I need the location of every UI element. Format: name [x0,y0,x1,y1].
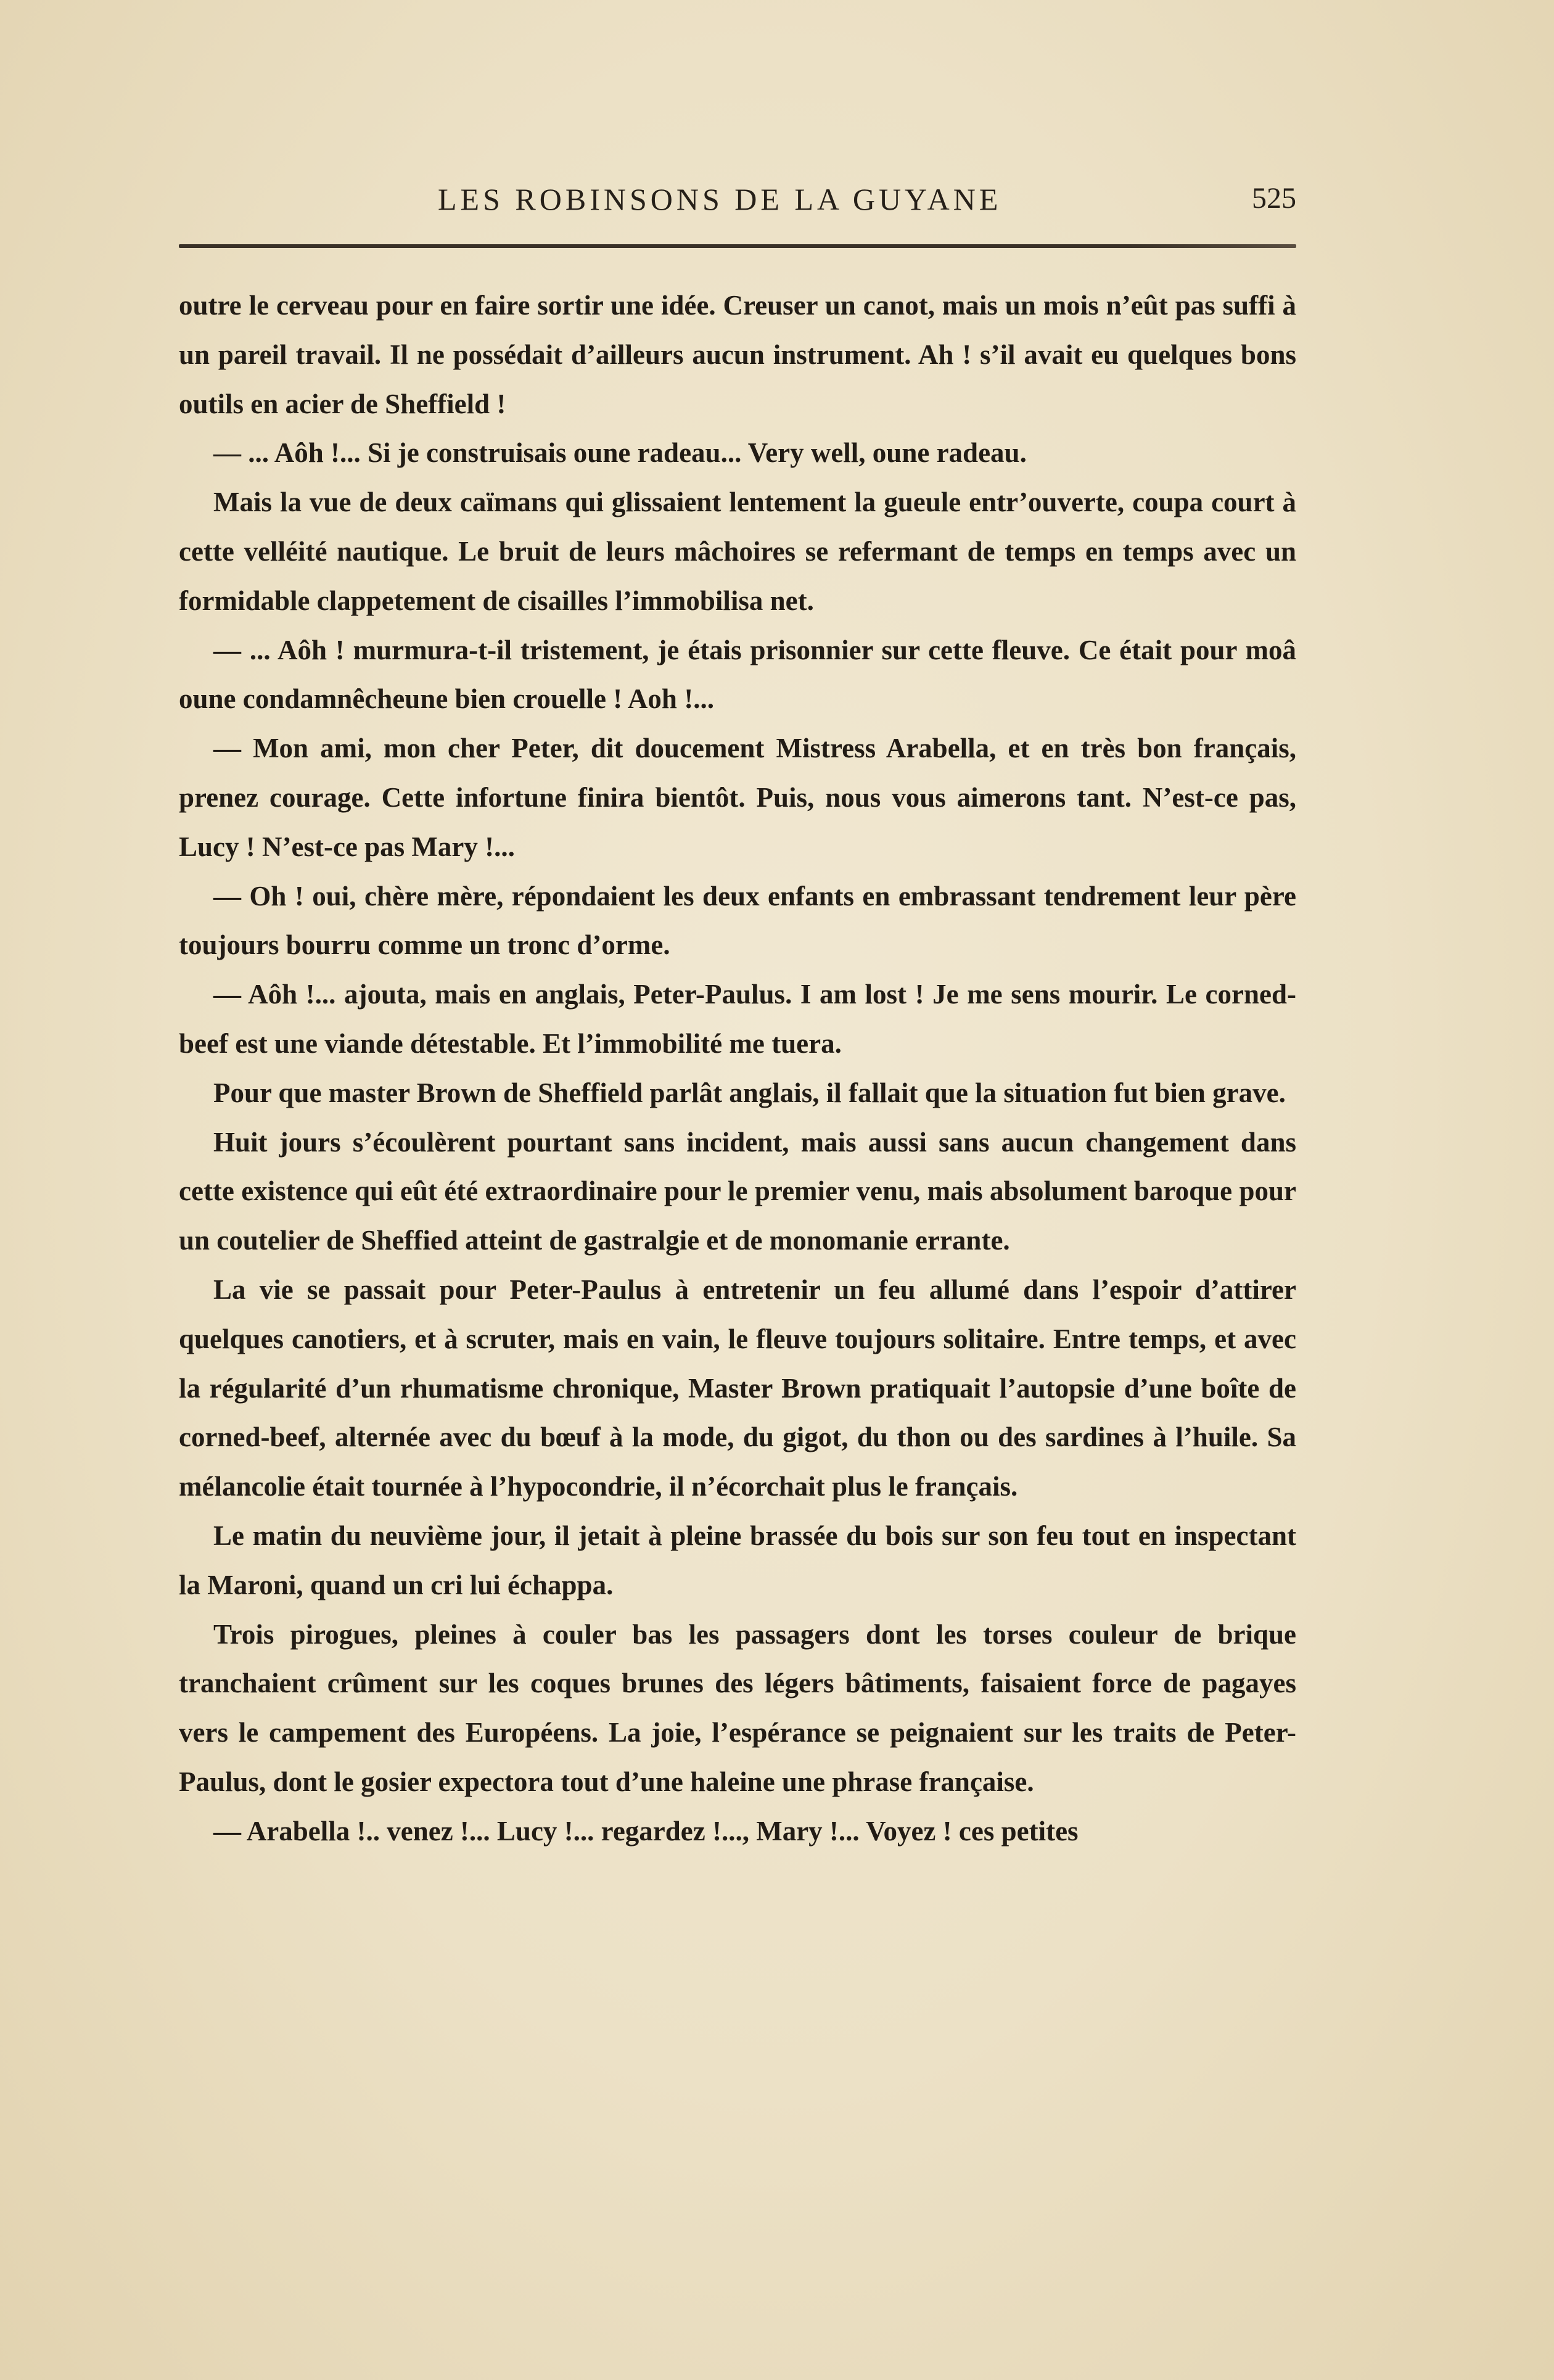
paragraph: — Aôh !... ajouta, mais en anglais, Peter-Paulus. I am lost ! Je me sens mourir. Le corned-beef est une viande détestable. Et l’immobilité me tuera. [179,979,1296,1059]
paragraph: outre le cerveau pour en faire sortir une idée. Creuser un canot, mais un mois n’eût pas suffi à un pareil travail. Il ne possédait d’ailleurs aucun instrument. Ah ! s’il avait eu quelques bons outils en acier de Sheffield ! [179,290,1296,419]
header-rule [179,244,1296,248]
paragraph: Huit jours s’écoulèrent pourtant sans incident, mais aussi sans aucun changement dans cette existence qui eût été extraordinaire pour le premier venu, mais absolument baroque pour un coutelier de Sheffied atteint de gastralgie et de monomanie errante. [179,1126,1296,1256]
paragraph: — Oh ! oui, chère mère, répondaient les deux enfants en embrassant tendrement leur père toujours bourru comme un tronc d’orme. [179,880,1296,961]
paragraph: — ... Aôh !... Si je construisais oune radeau... Very well, oune radeau. [213,437,1027,469]
paragraph: — Mon ami, mon cher Peter, dit doucement Mistress Arabella, et en très bon français, prenez courage. Cette infortune finira bientôt. Puis, nous vous aimerons tant. N’est-ce pas, Lucy ! N’est-ce pas Mary !... [179,733,1296,862]
page-header [179,179,1296,228]
paragraph: Trois pirogues, pleines à couler bas les passagers dont les torses couleur de brique tranchaient crûment sur les coques brunes des légers bâtiments, faisaient force de pagayes vers le campement des Européens. La joie, l’espérance se peignaient sur les traits de Peter-Paulus, dont le gosier expectora tout d’une haleine une phrase française. [179,1618,1296,1797]
running-title: LES ROBINSONS DE LA GUYANE [438,182,1002,216]
paragraph: Le matin du neuvième jour, il jetait à pleine brassée du bois sur son feu tout en inspectant la Maroni, quand un cri lui échappa. [179,1520,1296,1600]
page-number: 525 [1252,182,1296,215]
paragraph: — Arabella !.. venez !... Lucy !... regardez !..., Mary !... Voyez ! ces petites [213,1815,1079,1847]
paragraph: Pour que master Brown de Sheffield parlât anglais, il fallait que la situation fut bien grave. [213,1077,1286,1108]
paragraph: Mais la vue de deux caïmans qui glissaient lentement la gueule entr’ouverte, coupa court à cette velléité nautique. Le bruit de leurs mâchoires se refermant de temps en temps avec un formidable clappetement de cisailles l’immobilisa net. [179,487,1296,616]
body-text [179,281,1296,1856]
paragraph: — ... Aôh ! murmura-t-il tristement, je étais prisonnier sur cette fleuve. Ce était pour moâ oune condamnêcheune bien crouelle ! Aoh !... [179,634,1296,715]
paragraph: La vie se passait pour Peter-Paulus à entretenir un feu allumé dans l’espoir d’attirer quelques canotiers, et à scruter, mais en vain, le fleuve toujours solitaire. Entre temps, et avec la régularité d’un rhumatisme chronique, Master Brown pratiquait l’autopsie d’une boîte de corned-beef, alternée avec du bœuf à la mode, du gigot, du thon ou des sardines à l’huile. Sa mélancolie était tournée à l’hypocondrie, il n’écorchait plus le français. [179,1274,1296,1502]
